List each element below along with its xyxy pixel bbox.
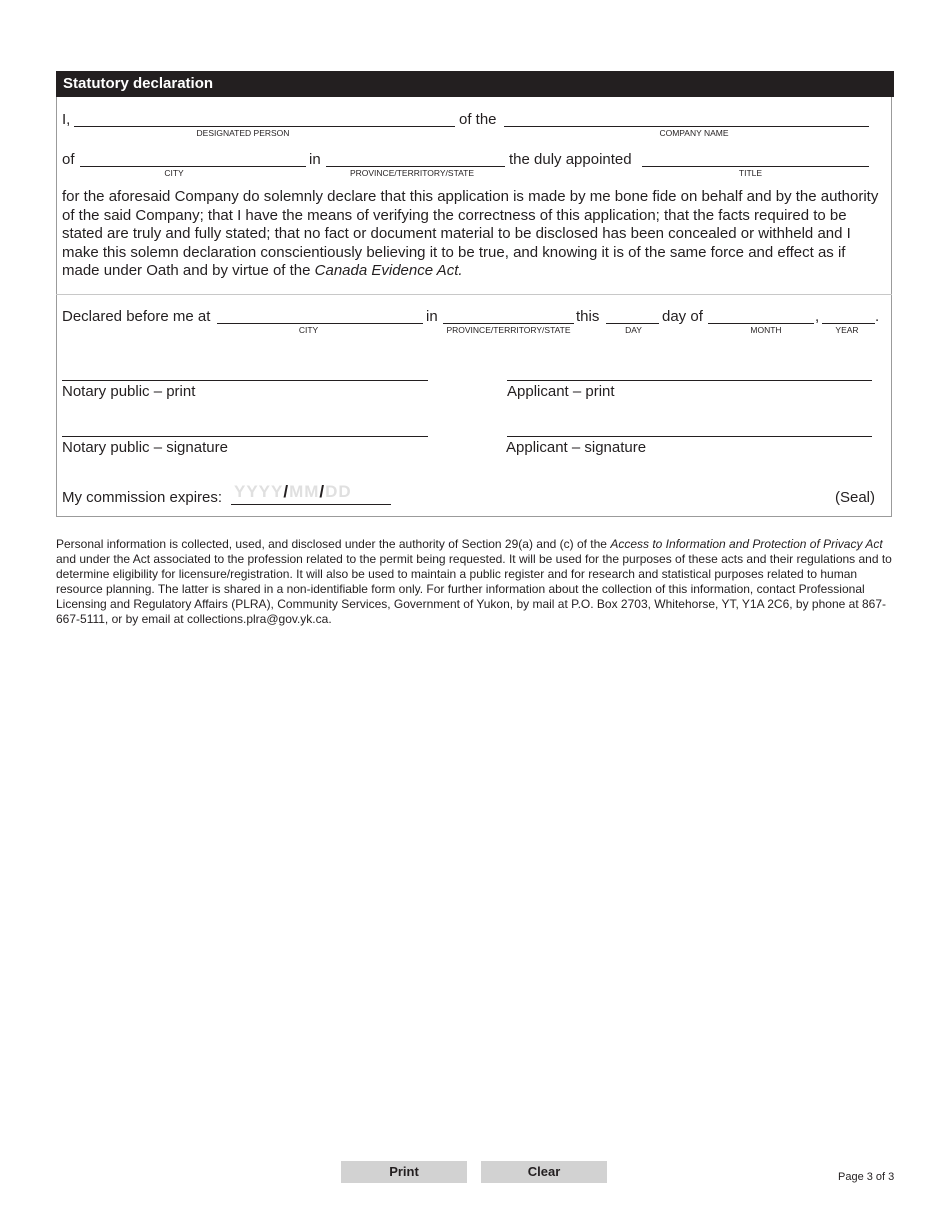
date-comma: , (815, 308, 820, 325)
commission-expires-label: My commission expires: (62, 489, 223, 506)
notary-print-input[interactable] (62, 362, 428, 381)
designated-person-caption: DESIGNATED PERSON (196, 128, 290, 138)
print-button[interactable]: Print (341, 1161, 467, 1183)
row2-in-label: in (309, 151, 321, 168)
declared-in-label: in (426, 308, 438, 325)
notary-print-label: Notary public – print (62, 383, 196, 400)
month-input[interactable] (708, 307, 814, 324)
month-caption: MONTH (750, 325, 782, 335)
declared-city-caption: CITY (298, 325, 319, 335)
date-separator: / (319, 482, 326, 501)
company-name-caption: COMPANY NAME (659, 128, 729, 138)
date-period: . (875, 308, 880, 325)
privacy-text-part2: and under the Act associated to the profession related to the permit being requested. It will be used for the purposes of these acts and their regulations and to determine eligibility for licensure/registration. It will also be used to maintain a public register and for research and statistical purposes related to human resource planning. The latter is shared in a non-identifiable form only. For further information about the collection of this information, contact Professional Licensing and Regulatory Affairs (PLRA), Community Services, Government of Yukon, by mail at P.O. Box 2703, Whitehorse, YT, Y1A 2C6, by phone at 867-667-5111, or by email at collections.plra@gov.yk.ca. (56, 552, 892, 626)
date-placeholder (234, 482, 352, 502)
section-divider (56, 294, 892, 295)
placeholder-day: DD (325, 482, 352, 501)
title-caption: TITLE (738, 168, 763, 178)
seal-label: (Seal) (835, 489, 876, 506)
placeholder-year: YYYY (234, 482, 284, 501)
page-number: Page 3 of 3 (838, 1171, 895, 1183)
day-input[interactable] (606, 307, 659, 324)
notary-signature-label: Notary public – signature (62, 439, 228, 456)
year-input[interactable] (822, 307, 875, 324)
section-title: Statutory declaration (63, 75, 214, 92)
privacy-notice (56, 537, 894, 627)
applicant-signature-label: Applicant – signature (506, 439, 647, 456)
day-caption: DAY (625, 325, 642, 335)
applicant-print-input[interactable] (507, 362, 872, 381)
this-label: this (576, 308, 600, 325)
canada-evidence-act: Canada Evidence Act. (314, 262, 463, 280)
notary-signature-line (62, 436, 428, 437)
city-input[interactable] (80, 150, 306, 167)
day-of-label: day of (662, 308, 703, 325)
of-the-label: of the (459, 111, 497, 128)
duly-appointed-label: the duly appointed (509, 151, 632, 168)
designated-person-input[interactable] (74, 110, 455, 127)
date-separator: / (283, 482, 290, 501)
row1-prefix: I, (62, 111, 71, 128)
declared-province-input[interactable] (443, 307, 574, 324)
privacy-text-part1: Personal information is collected, used, and disclosed under the authority of Section 29(a) and (c) of the (56, 537, 611, 551)
province-input[interactable] (326, 150, 505, 167)
privacy-act-name: Access to Information and Protection of Privacy Act (610, 537, 883, 551)
city-caption: CITY (164, 168, 184, 178)
title-input[interactable] (642, 150, 869, 167)
declared-before-label: Declared before me at (62, 308, 211, 325)
clear-button[interactable]: Clear (481, 1161, 607, 1183)
declaration-text: for the aforesaid Company do solemnly declare that this application is made by me bone fide on behalf and by the authority of the said Company; that I have the means of verifying the correctness of this application; that the facts required to be stated are truly and fully stated; that no fact or document material to be disclosed has been concealed or withheld and I make this solemn declaration conscientiously believing it to be true, and knowing it is of the same force and effect as if made under Oath and by virtue of the (62, 188, 879, 280)
row2-of-label: of (62, 151, 75, 168)
placeholder-month: MM (289, 482, 320, 501)
declaration-paragraph (62, 188, 880, 281)
company-name-input[interactable] (504, 110, 869, 127)
declared-province-caption: PROVINCE/TERRITORY/STATE (446, 325, 571, 335)
province-caption: PROVINCE/TERRITORY/STATE (349, 168, 475, 178)
declared-city-input[interactable] (217, 307, 423, 324)
applicant-signature-line (507, 436, 872, 437)
year-caption: YEAR (835, 325, 859, 335)
applicant-print-label: Applicant – print (507, 383, 615, 400)
